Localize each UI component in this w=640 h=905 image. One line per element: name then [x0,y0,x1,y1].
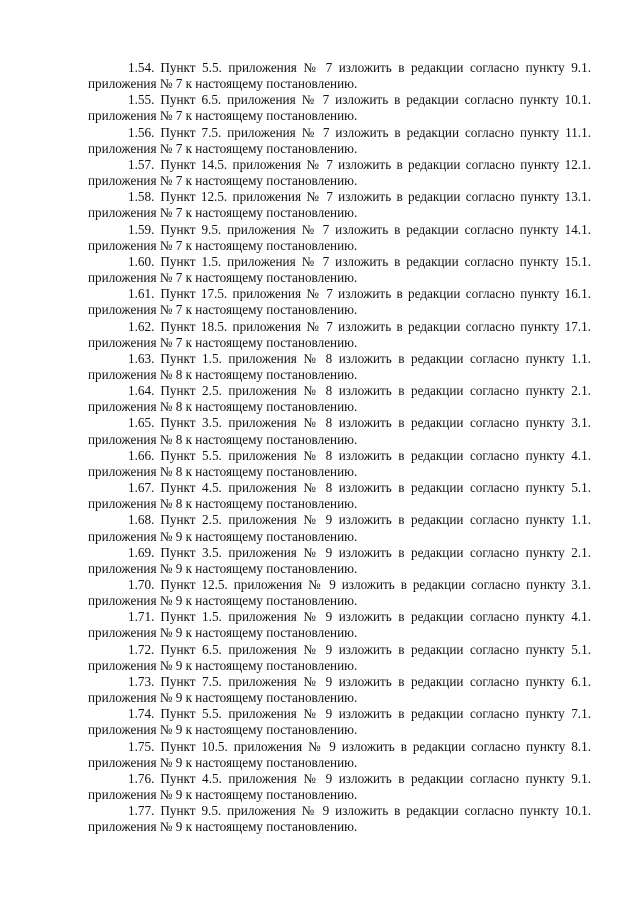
clause-number: 1.68. [128,512,155,528]
clause [88,674,591,706]
clause [88,415,591,447]
clause [88,803,591,835]
clause [88,642,591,674]
clause-number: 1.57. [128,156,155,172]
clause-number: 1.64. [128,383,155,399]
clause-text: Пункт 12.5. приложения № 9 изложить в редакции согласно пункту 3.1. приложения № 9 к настоящему постановлению. [88,577,591,609]
clause-number: 1.63. [128,350,155,366]
clause [88,60,591,92]
clause-number: 1.56. [128,124,155,140]
clause-number: 1.73. [128,673,155,689]
clause [88,125,591,157]
clause [88,739,591,771]
document-body [88,60,591,836]
clause-text: Пункт 4.5. приложения № 8 изложить в редакции согласно пункту 5.1. приложения № 8 к настоящему постановлению. [88,480,591,512]
clause [88,512,591,544]
clause-number: 1.69. [128,544,155,560]
clause-number: 1.66. [128,447,155,463]
clause [88,545,591,577]
clause [88,609,591,641]
clause [88,319,591,351]
clause [88,92,591,124]
clause [88,157,591,189]
clause-text: Пункт 2.5. приложения № 9 изложить в редакции согласно пункту 1.1. приложения № 9 к настоящему постановлению. [88,512,591,544]
clause [88,706,591,738]
clause-text: Пункт 1.5. приложения № 9 изложить в редакции согласно пункту 4.1. приложения № 9 к настоящему постановлению. [88,609,591,641]
clause-text: Пункт 5.5. приложения № 8 изложить в редакции согласно пункту 4.1. приложения № 8 к настоящему постановлению. [88,447,591,479]
clause-number: 1.61. [128,286,155,302]
clause [88,351,591,383]
clause-number: 1.67. [128,480,155,496]
clause [88,771,591,803]
clause [88,189,591,221]
clause-text: Пункт 6.5. приложения № 9 изложить в редакции согласно пункту 5.1. приложения № 9 к настоящему постановлению. [88,641,591,673]
clause [88,448,591,480]
clause-number: 1.76. [128,770,155,786]
clause-number: 1.77. [128,803,155,819]
clause-text: Пункт 5.5. приложения № 7 изложить в редакции согласно пункту 9.1. приложения № 7 к настоящему постановлению. [88,60,591,92]
clause-number: 1.70. [128,577,155,592]
clause-text: Пункт 4.5. приложения № 9 изложить в редакции согласно пункту 9.1. приложения № 9 к настоящему постановлению. [88,770,591,803]
clause-number: 1.58. [128,189,155,205]
clause [88,254,591,286]
clause-text: Пункт 10.5. приложения № 9 изложить в редакции согласно пункту 8.1. приложения № 9 к настоящему постановлению. [88,738,591,770]
clause-text: Пункт 1.5. приложения № 7 изложить в редакции согласно пункту 15.1. приложения № 7 к настоящему постановлению. [88,253,591,286]
clause-text: Пункт 7.5. приложения № 9 изложить в редакции согласно пункту 6.1. приложения № 9 к настоящему постановлению. [88,673,591,706]
clause-number: 1.71. [128,609,155,625]
clause [88,480,591,512]
clause-number: 1.59. [128,221,155,237]
clause-text: Пункт 1.5. приложения № 8 изложить в редакции согласно пункту 1.1. приложения № 8 к настоящему постановлению. [88,350,591,382]
clause-number: 1.60. [128,253,155,269]
clause-number: 1.74. [128,706,155,722]
clause-text: Пункт 3.5. приложения № 8 изложить в редакции согласно пункту 3.1. приложения № 8 к настоящему постановлению. [88,415,591,447]
clause [88,222,591,254]
clause-text: Пункт 7.5. приложения № 7 изложить в редакции согласно пункту 11.1. приложения № 7 к настоящему постановлению. [88,124,591,156]
clause-text: Пункт 2.5. приложения № 8 изложить в редакции согласно пункту 2.1. приложения № 8 к настоящему постановлению. [88,383,591,415]
clause [88,383,591,415]
clause [88,286,591,318]
clause [88,577,591,609]
clause-text: Пункт 6.5. приложения № 7 изложить в редакции согласно пункту 10.1. приложения № 7 к настоящему постановлению. [88,92,591,124]
clause-number: 1.72. [128,641,155,657]
clause-number: 1.75. [128,738,155,754]
clause-text: Пункт 9.5. приложения № 9 изложить в редакции согласно пункту 10.1. приложения № 9 к настоящему постановлению. [88,803,591,835]
clause-text: Пункт 18.5. приложения № 7 изложить в редакции согласно пункту 17.1. приложения № 7 к настоящему постановлению. [88,318,591,350]
clause-text: Пункт 3.5. приложения № 9 изложить в редакции согласно пункту 2.1. приложения № 9 к настоящему постановлению. [88,544,591,576]
clause-number: 1.65. [128,415,155,431]
clause-text: Пункт 5.5. приложения № 9 изложить в редакции согласно пункту 7.1. приложения № 9 к настоящему постановлению. [88,706,591,738]
clause-number: 1.62. [128,318,155,334]
clause-number: 1.54. [128,60,155,75]
clause-text: Пункт 12.5. приложения № 7 изложить в редакции согласно пункту 13.1. приложения № 7 к настоящему постановлению. [88,189,591,221]
clause-number: 1.55. [128,92,155,108]
clause-text: Пункт 14.5. приложения № 7 изложить в редакции согласно пункту 12.1. приложения № 7 к настоящему постановлению. [88,156,591,189]
clause-text: Пункт 9.5. приложения № 7 изложить в редакции согласно пункту 14.1. приложения № 7 к настоящему постановлению. [88,221,591,253]
clause-text: Пункт 17.5. приложения № 7 изложить в редакции согласно пункту 16.1. приложения № 7 к настоящему постановлению. [88,286,591,318]
